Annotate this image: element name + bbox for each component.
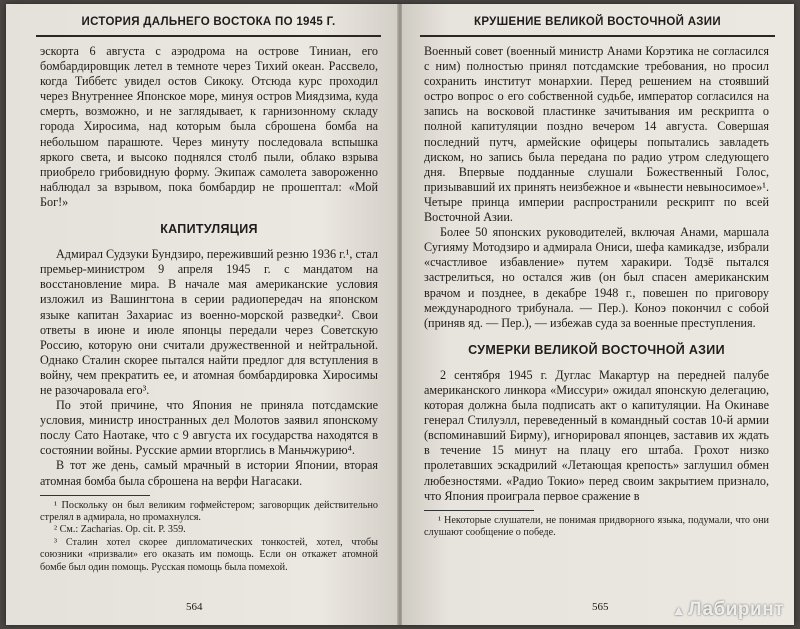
left-footnote-3: ³ Сталин хотел скорее дипломатических тонкостей, хотел, чтобы союзники «призвали» его оказать им помощь. Если он откажет атомной бомбе был один помощь. Русская помощь была помехой. <box>40 536 378 573</box>
left-paragraph-3: В тот же день, самый мрачный в истории Японии, вторая атомная бомба была сброшена на верфи Нагасаки. <box>40 458 378 488</box>
right-paragraph-1: Военный совет (военный министр Анами Корэтика не согласился с ним) полностью принял потсдамские требования, но просил сохранить институт монархии. Перед решением на стоявший остро вопрос о его собственной судьбе, император согласился на запись на восковой пластинке зачитывания им рескрипта о полной капитуляции поздно вечером 14 августа. Совершая последний путч, армейские офицеры попытались завладеть диском, но запись была передана по радио утром следующего дня. Впервые подданные слушали Божественный Голос, призывавший их принять неизбежное и «вынести невыносимое»¹. Четыре принца империи распространили рескрипт по всей Восточной Азии. <box>424 44 769 225</box>
footnote-divider <box>40 495 150 496</box>
book-spread <box>6 4 794 625</box>
left-running-head: ИСТОРИЯ ДАЛЬНЕГО ВОСТОКА ПО 1945 Г. <box>36 16 381 37</box>
right-text-column <box>424 44 769 540</box>
right-paragraph-3: 2 сентября 1945 г. Дуглас Макартур на передней палубе американского линкора «Миссури» ожидал японскую делегацию, которая должна была подписать акт о капитуляции. На Окинаве генерал Стилуэлл, переведенный в командный состав 10-й армии (вспоминавший Бирму), игнорировал японцев, заставив их ждать в течение 15 минут на плацу его штаба. Грохот низко пролетавших эскадрилий «Летающая крепость» заглушил обмен любезностями. «Радио Токио» перед своим закрытием признало, что Япония проиграла первое сражение в <box>424 367 769 503</box>
footnote-divider <box>424 510 534 511</box>
left-footnote-1: ¹ Поскольку он был великим гофмейстером; заговорщик действительно стрелял в адмирала, но промахнулся. <box>40 499 378 524</box>
right-paragraph-2: Более 50 японских руководителей, включая Анами, маршала Сугияму Мотодзиро и адмирала Ониси, шефа камикадзе, избрали «счастливое избавление» путем харакири. Тодзё пытался застрелиться, но остался жив (он был спасен американским врачом и позднее, в декабре 1948 г., повешен по приговору международного трибунала. — Пер.). Коноэ покончил с собой (приняв яд. — Пер.), — избежав суда за военные преступления. <box>424 225 769 330</box>
section-heading-capitulation: КАПИТУЛЯЦИЯ <box>160 222 258 237</box>
left-intro-paragraph: эскорта 6 августа с аэродрома на острове Тиниан, его бомбардировщик летел в темноте через Тихий океан. Рассвело, когда Тиббетс увидел остов Сикоку. Отсюда курс проходил через Внутреннее Японское море, минуя остров Миядзима, куда смерть, возможно, и не заглядывает, к гарнизонному складу города Хиросима, над которым была сброшена бомба на небольшом парашюте. Через минуту последовала вспышка яркого света, и высоко поднялся столб пыли, облако взрыва приобрело грибовидную форму. Экипаж самолета завороженно наблюдал за взрывом, пока бомбардир не прошептал: «Мой Бог!» <box>40 44 378 209</box>
section-heading-twilight: СУМЕРКИ ВЕЛИКОЙ ВОСТОЧНОЙ АЗИИ <box>468 342 725 357</box>
left-page-number: 564 <box>186 601 203 613</box>
watermark-text: Лабиринт <box>688 599 784 620</box>
left-footnote-2: ² См.: Zacharias. Op. cit. P. 359. <box>54 524 186 536</box>
right-running-head: КРУШЕНИЕ ВЕЛИКОЙ ВОСТОЧНОЙ АЗИИ <box>420 16 775 37</box>
left-text-column <box>40 44 378 574</box>
left-paragraph-1: Адмирал Судзуки Бундзиро, переживший резню 1936 г.¹, стал премьер-министром 9 апреля 1945 г. с мандатом на восстановление мира. В начале мая американские условия изложил из Вашингтона в серии радиопередач на японском языке капитан Захариас из военно-морской разведки². Свои ответы в июне и июле японцы передали через Советскую Россию, которую они считали дружественной и нейтральной. Однако Сталин скорее пытался найти предлог для вступления в войну, чем прекратить ее, и атомная бомбардировка Хиросимы не разочаровала его³. <box>40 247 378 397</box>
right-page-number: 565 <box>592 601 609 613</box>
labirint-logo-icon: ▲ <box>671 602 687 618</box>
right-page <box>402 4 794 625</box>
labirint-watermark <box>672 599 784 621</box>
left-paragraph-2: По этой причине, что Япония не приняла потсдамские условия, министр иностранных дел Молотов заявил японскому послу Сато Наотаке, что с 9 августа их государства находятся в состоянии войны. Русские армии вторглись в Маньчжурию⁴. <box>40 398 378 458</box>
right-footnote-1: ¹ Некоторые слушатели, не понимая придворного языка, подумали, что они слушают сообщение о победе. <box>424 514 769 539</box>
left-page <box>6 4 398 625</box>
